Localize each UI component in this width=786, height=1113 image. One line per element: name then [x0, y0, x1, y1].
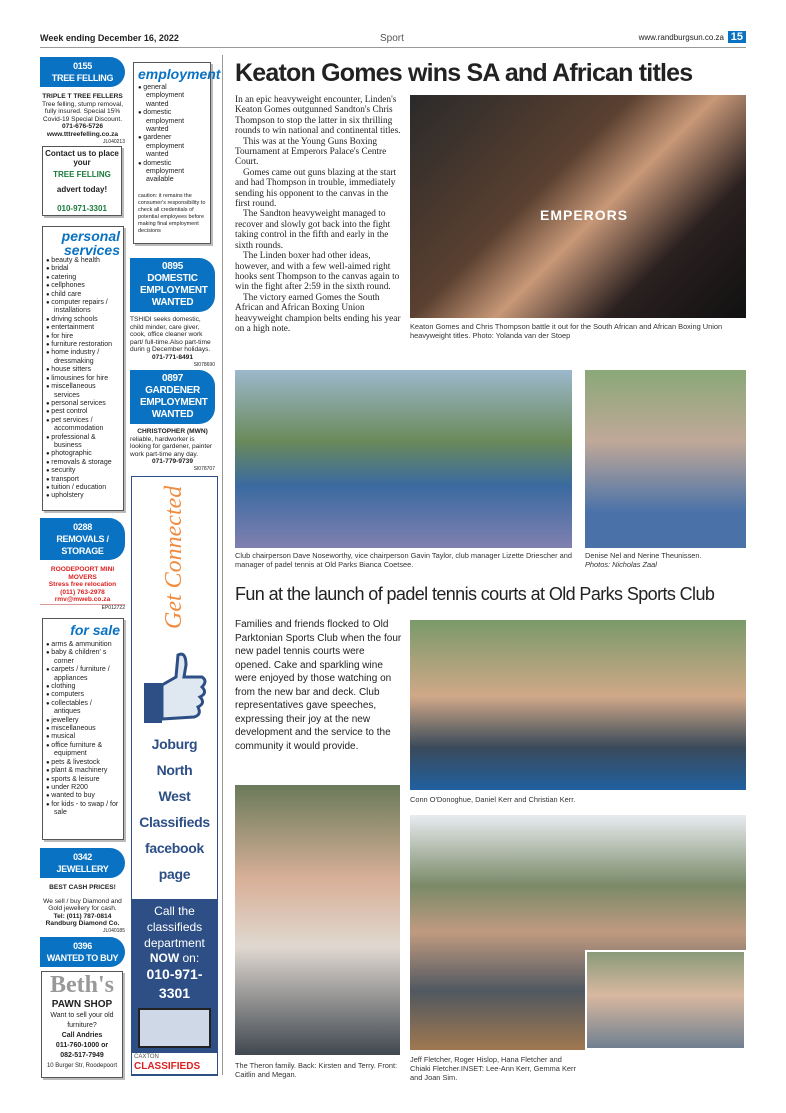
ad-body: reliable, hardworker is looking for gardener, painter work part-time any day.	[130, 435, 213, 458]
ad-header	[40, 57, 125, 87]
phone: 071-771-8491	[151, 353, 194, 361]
facebook-line: North	[156, 762, 193, 778]
ad-body: Want to sell your old furniture?	[50, 1012, 114, 1029]
tree-felling-ad	[40, 57, 125, 146]
promo-line: advert today!	[56, 185, 108, 194]
facebook-ad[interactable]	[131, 476, 218, 1076]
ref: JL040213	[103, 138, 125, 145]
personal-services-box	[42, 226, 124, 511]
employment-box	[133, 62, 221, 244]
list-item[interactable]: ● security	[46, 467, 120, 475]
list-item[interactable]: ● carpets / furniture / appliances	[46, 666, 120, 683]
ad-title: WANTED TO BUY	[46, 953, 119, 963]
ad-body: We sell / buy Diamond and Gold jewellery for cash.	[43, 897, 122, 913]
list-item[interactable]: ● furniture restoration	[46, 341, 120, 349]
contact-name: Call Andries	[61, 1032, 103, 1039]
on-text: on:	[179, 951, 200, 965]
promo-phone: 010-971-3301	[57, 204, 107, 213]
list-item[interactable]: ● photographic	[46, 450, 120, 458]
list-item[interactable]: ● professional & business	[46, 434, 120, 451]
list-item[interactable]: ● general employment wanted	[138, 84, 206, 109]
for-sale-list	[46, 641, 120, 818]
list-item[interactable]: ● beauty & health	[46, 257, 120, 265]
list-item[interactable]: ● domestic employment available	[138, 160, 206, 185]
header-rule	[40, 47, 746, 48]
beths-pawn-ad	[41, 971, 123, 1078]
list-item[interactable]: ● house sitters	[46, 366, 120, 374]
personal-services-list	[46, 257, 120, 501]
ad-title: GARDENER EMPLOYMENT WANTED	[140, 385, 208, 420]
title-line: services	[63, 242, 120, 258]
list-item[interactable]: ● catering	[46, 274, 120, 282]
ad-code: 0897	[161, 373, 184, 384]
ad-header	[130, 258, 215, 312]
list-item[interactable]: ● computer repairs / installations	[46, 299, 120, 316]
ad-title: DOMESTIC EMPLOYMENT WANTED	[140, 273, 208, 308]
list-item[interactable]: ● jewellery	[46, 717, 120, 725]
article2-body: Families and friends flocked to Old Parktonian Sports Club when the four new padel tennis courts were opened. Cake and sparkling wine were enjoyed by those watching on from the new bar and deck. Club representatives gave speeches, expressing their joy at the new development and the service to the community it would provide.	[235, 619, 402, 752]
advertiser: Randburg Diamond Co.	[45, 920, 120, 928]
list-item[interactable]: ● removals & storage	[46, 459, 120, 467]
advertiser: ROODEPOORT MINI MOVERS	[50, 566, 115, 581]
kerr-photo	[410, 620, 746, 790]
paragraph: In an epic heavyweight encounter, Linden's Keaton Gomes outgunned Sandton's Chris Thompson to stop the latter in six thrilling rounds to win national and continental titles.	[235, 95, 401, 137]
section-title: employment	[138, 66, 221, 82]
list-item[interactable]: ● for hire	[46, 333, 120, 341]
ad-code: 0288	[73, 522, 92, 532]
phone: Tel: (011) 787-0814	[53, 912, 112, 920]
list-item[interactable]: ● arms & ammunition	[46, 641, 120, 649]
denise-nerine-photo	[585, 370, 746, 548]
issue-date: Week ending December 16, 2022	[40, 33, 179, 43]
list-item[interactable]: ● musical	[46, 733, 120, 741]
list-item[interactable]: ● baby & children' s corner	[46, 649, 120, 666]
section-title	[46, 229, 120, 257]
boxing-photo	[410, 95, 746, 318]
brand-text: CAXTON	[134, 1054, 159, 1060]
thumbs-up-icon	[142, 647, 208, 727]
list-item[interactable]: ● miscellaneous	[46, 725, 120, 733]
facebook-line: Classifieds	[139, 814, 210, 830]
address: 10 Burger Str, Roodepoort	[46, 1063, 118, 1069]
caution-text: caution: it remains the consumer's responsibility to check all credentials of potential employees before making final employment decisions	[138, 192, 206, 234]
facebook-lines	[132, 731, 217, 887]
article1-headline: Keaton Gomes wins SA and African titles	[235, 59, 693, 87]
denise-caption	[585, 551, 746, 569]
paragraph: The Sandton heavyweight managed to recover and slowly got back into the fight taking control in the fifth and early in the sixth rounds.	[235, 209, 391, 251]
facebook-line: Joburg	[151, 736, 198, 752]
list-item[interactable]: ● limousines for hire	[46, 375, 120, 383]
theron-caption: The Theron family. Back: Kirsten and Terry. Front: Caitlin and Megan.	[235, 1061, 398, 1079]
list-item[interactable]: ● for kids - to swap / for sale	[46, 801, 120, 818]
ad-headline: BEST CASH PRICES!	[49, 884, 116, 891]
phone: 010-971-3301	[146, 966, 203, 1001]
list-item[interactable]: ● gardener employment wanted	[138, 134, 206, 159]
ad-title: TREE FELLING	[51, 73, 114, 83]
list-item[interactable]: ● entertainment	[46, 324, 120, 332]
ref: SI078707	[193, 465, 215, 472]
ad-header	[40, 848, 125, 878]
paragraph: Gomes came out guns blazing at the start and had Thompson in trouble, immediately sending his opponent to the canvas in the first round.	[235, 167, 397, 210]
email-link[interactable]: rmv@mweb.co.za	[54, 596, 111, 604]
ad-title: PAWN SHOP	[51, 999, 113, 1010]
get-connected-script: Get Connected	[161, 485, 187, 629]
site-url: www.randburgsun.co.za	[638, 33, 724, 42]
advertiser: TRIPLE T TREE FELLERS	[42, 93, 123, 100]
facebook-line: West	[158, 788, 191, 804]
caxton-logo	[132, 1053, 217, 1074]
beths-logo: Beth's	[49, 972, 114, 998]
ad-title: JEWELLERY	[56, 864, 109, 874]
paragraph: The Linden boxer had other ideas, however, and with a few well-aimed right hooks sent Thompson to the canvas again to win the fight after 2:59 in the sixth round.	[235, 251, 400, 293]
title-line: personal	[61, 228, 120, 244]
list-item[interactable]: ● clothing	[46, 683, 120, 691]
call-text: Call the classifieds department	[144, 904, 205, 950]
theron-photo	[235, 785, 400, 1055]
now-text: NOW	[149, 951, 180, 965]
ad-code: 0895	[161, 261, 184, 272]
article2-headline: Fun at the launch of padel tennis courts at Old Parks Sports Club	[235, 584, 715, 604]
list-item[interactable]: ● upholstery	[46, 492, 120, 500]
list-item[interactable]: ● office furniture & equipment	[46, 742, 120, 759]
devices-image	[138, 1008, 211, 1048]
website-link[interactable]: www.tttreefelling.co.za	[46, 130, 119, 138]
gardener-ad	[130, 370, 215, 474]
ad-title: REMOVALS / STORAGE	[56, 534, 109, 556]
phone: 082-517-7949	[60, 1052, 104, 1059]
page-number: 15	[728, 31, 746, 43]
list-item[interactable]: ● plant & machinery	[46, 767, 120, 775]
for-sale-box	[42, 618, 124, 840]
boxing-caption: Keaton Gomes and Chris Thompson battle it out for the South African and African Boxing Union heavyweight titles. Photo: Yolanda van der Stoep	[410, 322, 723, 340]
list-item[interactable]: ● personal services	[46, 400, 120, 408]
ad-body: TSHIDI seeks domestic, child minder, care giver, cook, office cleaner work part/ full-time.Also part-time durin g December holidays.	[130, 316, 211, 354]
ad-header	[130, 370, 215, 424]
kerr-caption: Conn O'Donoghue, Daniel Kerr and Christian Kerr.	[410, 795, 576, 804]
list-item[interactable]: ● home industry / dressmaking	[46, 349, 120, 366]
ad-code: 0396	[73, 941, 92, 951]
domestic-ad	[130, 258, 215, 369]
officials-photo	[235, 370, 572, 548]
ref: SI078690	[193, 361, 215, 368]
officials-caption: Club chairperson Dave Noseworthy, vice chairperson Gavin Taylor, club manager Lizette Driescher and manager of padel tennis at Old Parks Bianca Coetsee.	[235, 551, 572, 569]
jewellery-ad	[40, 848, 125, 936]
list-item[interactable]: ● computers	[46, 691, 120, 699]
facebook-line: page	[158, 866, 191, 882]
phone: (011) 763-2978	[60, 588, 105, 596]
list-item[interactable]: ● tuition / education	[46, 484, 120, 492]
inset-photo	[585, 950, 746, 1050]
wanted-ad	[40, 937, 125, 967]
ring-text: EMPERORS	[540, 207, 629, 223]
brand-classifieds: CLASSIFIEDS	[134, 1061, 201, 1072]
caption-text: Denise Nel and Nerine Theunissen.	[585, 551, 702, 560]
fletcher-photo	[410, 815, 746, 1050]
ad-body: Tree felling, stump removal, fully insured. Special 15% Covid-19 Special Discount.	[41, 100, 124, 123]
list-item[interactable]: ● child care	[46, 291, 120, 299]
paragraph: The victory earned Gomes the South African and African Boxing Union heavyweight champion belts ending his year on a high note.	[235, 292, 401, 334]
list-item[interactable]: ● bridal	[46, 265, 120, 273]
facebook-line: facebook	[144, 840, 205, 856]
now-line	[132, 951, 217, 965]
photo-credit: Photos: Nicholas Zaal	[585, 560, 657, 569]
paragraph: This was at the Young Guns Boxing Tournament at Emperors Palace's Centre Court.	[235, 136, 387, 168]
phone: 071-676-5726	[61, 123, 104, 131]
phone: 011-760-1000 or	[55, 1042, 109, 1049]
promo-line: TREE FELLING	[53, 170, 111, 179]
list-item[interactable]: ● miscellaneous services	[46, 383, 120, 400]
list-item[interactable]: ● domestic employment wanted	[138, 109, 206, 134]
article1-body	[235, 95, 403, 334]
list-item[interactable]: ● under R200	[46, 784, 120, 792]
list-item[interactable]: ● sports & leisure	[46, 776, 120, 784]
list-item[interactable]: ● transport	[46, 476, 120, 484]
tagline: Stress free relocation	[48, 581, 117, 589]
list-item[interactable]: ● driving schools	[46, 316, 120, 324]
page-header	[40, 33, 746, 47]
advertiser: CHRISTOPHER (MWN)	[137, 428, 208, 435]
column-divider	[222, 55, 223, 1075]
promo-box	[42, 146, 122, 216]
promo-line: Contact us to place your	[45, 149, 119, 167]
call-panel	[132, 899, 217, 1075]
ref: JL040185	[103, 927, 125, 934]
fletcher-caption: Jeff Fletcher, Roger Hislop, Hana Fletcher and Chiaki Fletcher.INSET: Lee-Ann Kerr, Gemma Kerr and Joan Sim.	[410, 1055, 576, 1082]
list-item[interactable]: ● wanted to buy	[46, 792, 120, 800]
list-item[interactable]: ● cellphones	[46, 282, 120, 290]
removals-ad	[40, 518, 125, 611]
list-item[interactable]: ● pest control	[46, 408, 120, 416]
list-item[interactable]: ● pets & livestock	[46, 759, 120, 767]
ad-header	[40, 937, 125, 967]
ad-code: 0342	[73, 852, 92, 862]
list-item[interactable]: ● collectables / antiques	[46, 700, 120, 717]
list-item[interactable]: ● pet services / accommodation	[46, 417, 120, 434]
ad-header	[40, 518, 125, 560]
ad-code: 0155	[73, 61, 92, 71]
employment-list	[138, 84, 206, 185]
phone: 071-779-9739	[151, 458, 194, 466]
ref: EP012722	[40, 604, 125, 611]
section-title: for sale	[70, 622, 120, 638]
section-name: Sport	[380, 33, 404, 44]
